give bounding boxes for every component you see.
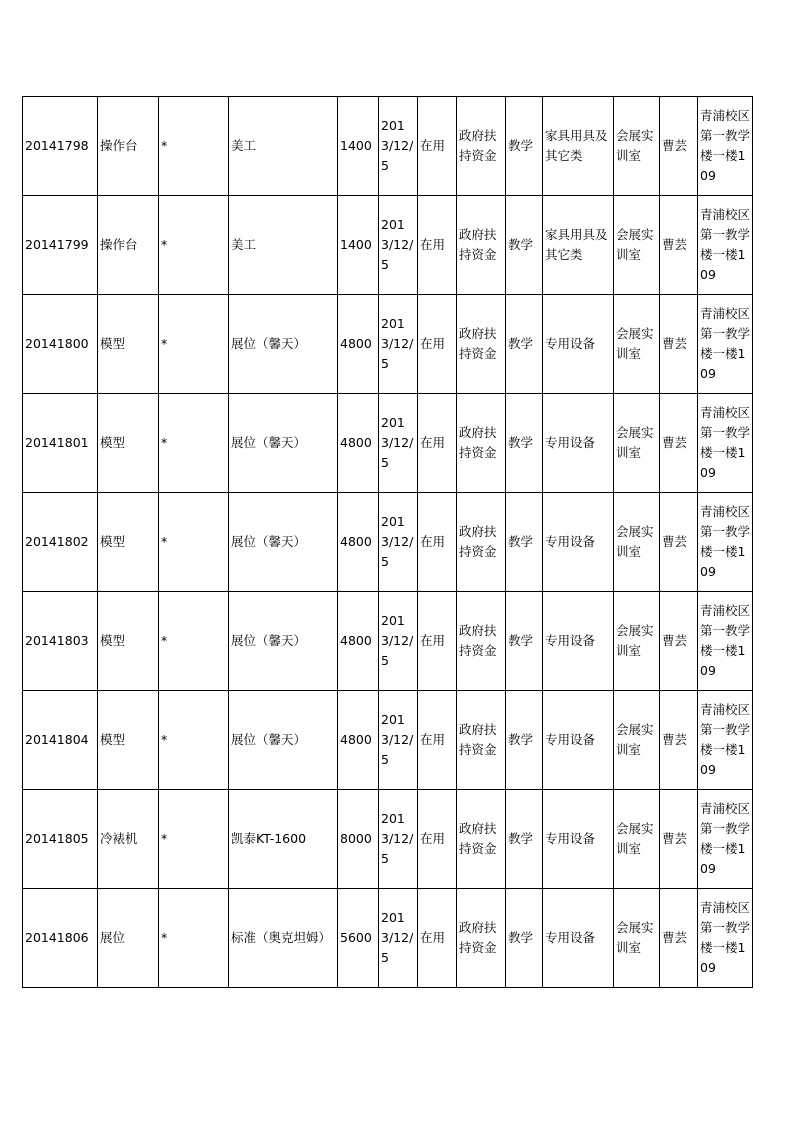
asset-id-cell: 20141802 [23, 493, 98, 592]
custodian-cell: 曹芸 [660, 394, 698, 493]
location-cell: 青浦校区第一教学楼一楼109 [698, 97, 753, 196]
table-row [23, 97, 753, 196]
table-row [23, 889, 753, 988]
status-cell: 在用 [418, 691, 457, 790]
asset-id-cell: 20141803 [23, 592, 98, 691]
model-cell: 展位（馨天） [229, 493, 338, 592]
price-cell: 5600 [338, 889, 379, 988]
location-cell: 青浦校区第一教学楼一楼109 [698, 592, 753, 691]
status-cell: 在用 [418, 790, 457, 889]
mark-cell: * [159, 97, 229, 196]
asset-name-cell: 操作台 [98, 97, 159, 196]
location-cell: 青浦校区第一教学楼一楼109 [698, 196, 753, 295]
asset-id-cell: 20141798 [23, 97, 98, 196]
price-cell: 4800 [338, 394, 379, 493]
category-cell: 专用设备 [543, 493, 614, 592]
model-cell: 展位（馨天） [229, 394, 338, 493]
asset-id-cell: 20141801 [23, 394, 98, 493]
mark-cell: * [159, 691, 229, 790]
date-cell: 2013/12/5 [379, 592, 418, 691]
custodian-cell: 曹芸 [660, 196, 698, 295]
status-cell: 在用 [418, 889, 457, 988]
asset-name-cell: 模型 [98, 691, 159, 790]
category-cell: 家具用具及其它类 [543, 196, 614, 295]
fund-source-cell: 政府扶持资金 [457, 691, 506, 790]
price-cell: 4800 [338, 493, 379, 592]
table-row [23, 394, 753, 493]
department-cell: 会展实训室 [614, 889, 660, 988]
table-row [23, 691, 753, 790]
mark-cell: * [159, 889, 229, 988]
category-cell: 专用设备 [543, 394, 614, 493]
usage-cell: 教学 [506, 196, 543, 295]
category-cell: 专用设备 [543, 592, 614, 691]
department-cell: 会展实训室 [614, 691, 660, 790]
asset-id-cell: 20141799 [23, 196, 98, 295]
model-cell: 美工 [229, 97, 338, 196]
usage-cell: 教学 [506, 394, 543, 493]
asset-name-cell: 操作台 [98, 196, 159, 295]
status-cell: 在用 [418, 196, 457, 295]
category-cell: 专用设备 [543, 889, 614, 988]
department-cell: 会展实训室 [614, 196, 660, 295]
date-cell: 2013/12/5 [379, 889, 418, 988]
asset-name-cell: 模型 [98, 295, 159, 394]
custodian-cell: 曹芸 [660, 889, 698, 988]
model-cell: 美工 [229, 196, 338, 295]
asset-table [22, 96, 753, 988]
custodian-cell: 曹芸 [660, 592, 698, 691]
status-cell: 在用 [418, 493, 457, 592]
location-cell: 青浦校区第一教学楼一楼109 [698, 691, 753, 790]
date-cell: 2013/12/5 [379, 97, 418, 196]
custodian-cell: 曹芸 [660, 691, 698, 790]
department-cell: 会展实训室 [614, 394, 660, 493]
model-cell: 标准（奥克坦姆） [229, 889, 338, 988]
custodian-cell: 曹芸 [660, 295, 698, 394]
price-cell: 4800 [338, 691, 379, 790]
category-cell: 专用设备 [543, 295, 614, 394]
location-cell: 青浦校区第一教学楼一楼109 [698, 889, 753, 988]
table-row [23, 592, 753, 691]
department-cell: 会展实训室 [614, 592, 660, 691]
status-cell: 在用 [418, 97, 457, 196]
department-cell: 会展实训室 [614, 295, 660, 394]
location-cell: 青浦校区第一教学楼一楼109 [698, 394, 753, 493]
date-cell: 2013/12/5 [379, 691, 418, 790]
asset-name-cell: 模型 [98, 592, 159, 691]
price-cell: 4800 [338, 592, 379, 691]
custodian-cell: 曹芸 [660, 97, 698, 196]
category-cell: 专用设备 [543, 790, 614, 889]
fund-source-cell: 政府扶持资金 [457, 196, 506, 295]
asset-id-cell: 20141800 [23, 295, 98, 394]
status-cell: 在用 [418, 295, 457, 394]
model-cell: 展位（馨天） [229, 592, 338, 691]
model-cell: 展位（馨天） [229, 691, 338, 790]
mark-cell: * [159, 394, 229, 493]
status-cell: 在用 [418, 592, 457, 691]
mark-cell: * [159, 493, 229, 592]
asset-name-cell: 冷裱机 [98, 790, 159, 889]
asset-name-cell: 模型 [98, 493, 159, 592]
fund-source-cell: 政府扶持资金 [457, 97, 506, 196]
department-cell: 会展实训室 [614, 790, 660, 889]
table-body [23, 97, 753, 988]
date-cell: 2013/12/5 [379, 196, 418, 295]
price-cell: 1400 [338, 97, 379, 196]
price-cell: 8000 [338, 790, 379, 889]
fund-source-cell: 政府扶持资金 [457, 592, 506, 691]
custodian-cell: 曹芸 [660, 493, 698, 592]
asset-id-cell: 20141806 [23, 889, 98, 988]
fund-source-cell: 政府扶持资金 [457, 889, 506, 988]
fund-source-cell: 政府扶持资金 [457, 493, 506, 592]
model-cell: 展位（馨天） [229, 295, 338, 394]
model-cell: 凯泰KT-1600 [229, 790, 338, 889]
fund-source-cell: 政府扶持资金 [457, 790, 506, 889]
location-cell: 青浦校区第一教学楼一楼109 [698, 790, 753, 889]
mark-cell: * [159, 592, 229, 691]
date-cell: 2013/12/5 [379, 790, 418, 889]
date-cell: 2013/12/5 [379, 295, 418, 394]
mark-cell: * [159, 790, 229, 889]
mark-cell: * [159, 196, 229, 295]
custodian-cell: 曹芸 [660, 790, 698, 889]
fund-source-cell: 政府扶持资金 [457, 295, 506, 394]
table-row [23, 790, 753, 889]
usage-cell: 教学 [506, 97, 543, 196]
table-row [23, 493, 753, 592]
asset-name-cell: 展位 [98, 889, 159, 988]
table-row [23, 196, 753, 295]
table-row [23, 295, 753, 394]
mark-cell: * [159, 295, 229, 394]
usage-cell: 教学 [506, 295, 543, 394]
price-cell: 1400 [338, 196, 379, 295]
department-cell: 会展实训室 [614, 97, 660, 196]
fund-source-cell: 政府扶持资金 [457, 394, 506, 493]
usage-cell: 教学 [506, 592, 543, 691]
date-cell: 2013/12/5 [379, 394, 418, 493]
usage-cell: 教学 [506, 790, 543, 889]
location-cell: 青浦校区第一教学楼一楼109 [698, 295, 753, 394]
date-cell: 2013/12/5 [379, 493, 418, 592]
price-cell: 4800 [338, 295, 379, 394]
usage-cell: 教学 [506, 889, 543, 988]
usage-cell: 教学 [506, 493, 543, 592]
asset-id-cell: 20141805 [23, 790, 98, 889]
usage-cell: 教学 [506, 691, 543, 790]
department-cell: 会展实训室 [614, 493, 660, 592]
asset-name-cell: 模型 [98, 394, 159, 493]
status-cell: 在用 [418, 394, 457, 493]
category-cell: 专用设备 [543, 691, 614, 790]
location-cell: 青浦校区第一教学楼一楼109 [698, 493, 753, 592]
category-cell: 家具用具及其它类 [543, 97, 614, 196]
asset-id-cell: 20141804 [23, 691, 98, 790]
